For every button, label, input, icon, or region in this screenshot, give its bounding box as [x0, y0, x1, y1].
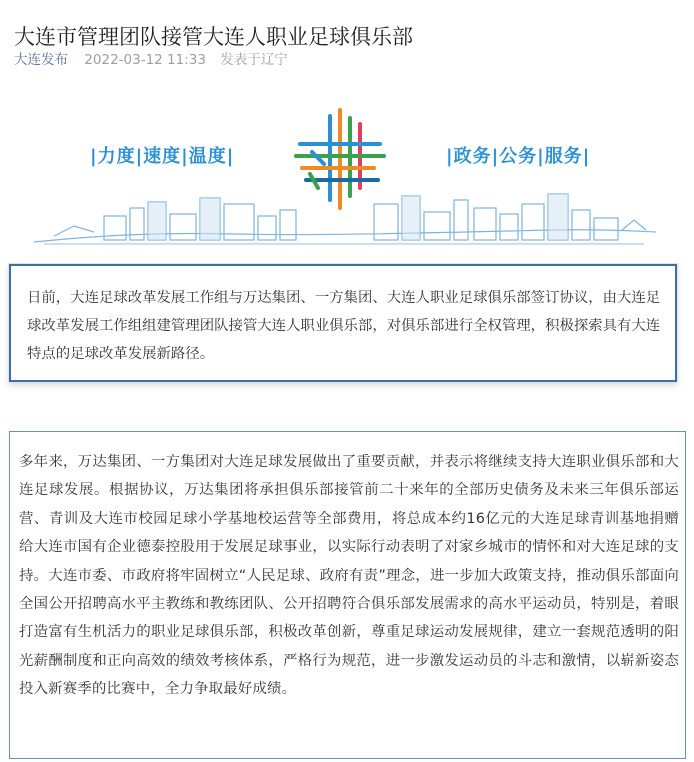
skyline-illustration [34, 104, 656, 250]
banner-image [34, 104, 656, 250]
banner-slogan-left: |力度|速度|温度| [90, 146, 235, 167]
body-box [9, 431, 686, 759]
body-text: 多年来，万达集团、一方集团对大连足球发展做出了重要贡献，并表示将继续支持大连职业俱乐部和大连足球发展。根据协议，万达集团将承担俱乐部接管前二十来年的全部历史债务及未来三年俱乐部运营、青训及大连市校园足球小学基地校运营等全部费用，将总成本约16亿元的大连足球青训基地捐赠给大连市国有企业德泰控股用于发展足球事业，以实际行动表明了对家乡城市的情怀和对大连足球的支持。大连市委、市政府将牢固树立“人民足球、政府有责”理念，进一步加大政策支持，推动俱乐部面向全国公开招聘高水平主教练和教练团队、公开招聘符合俱乐部发展需求的高水平运动员，特别是，着眼打造富有生机活力的职业足球俱乐部，积极改革创新，尊重足球运动发展规律，建立一套规范透明的阳光薪酬制度和正向高效的绩效考核体系，严格行为规范，进一步激发运动员的斗志和激情，以崭新姿态投入新赛季的比赛中，全力争取最好成绩。 [19, 454, 679, 698]
publish-datetime: 2022-03-12 11:33 [84, 52, 206, 68]
publish-location: 发表于辽宁 [220, 52, 288, 68]
author-link[interactable]: 大连发布 [14, 52, 68, 68]
article-meta [14, 50, 288, 70]
article-title: 大连市管理团队接管大连人职业足球俱乐部 [14, 25, 413, 50]
summary-box [9, 264, 677, 382]
banner-slogan-right: |政务|公务|服务| [446, 146, 591, 167]
summary-text: 日前，大连足球改革发展工作组与万达集团、一方集团、大连人职业足球俱乐部签订协议，由大连足球改革发展工作组组建管理团队接管大连人职业俱乐部，对俱乐部进行全权管理，积极探索具有大连特点的足球改革发展新路径。 [27, 290, 661, 362]
